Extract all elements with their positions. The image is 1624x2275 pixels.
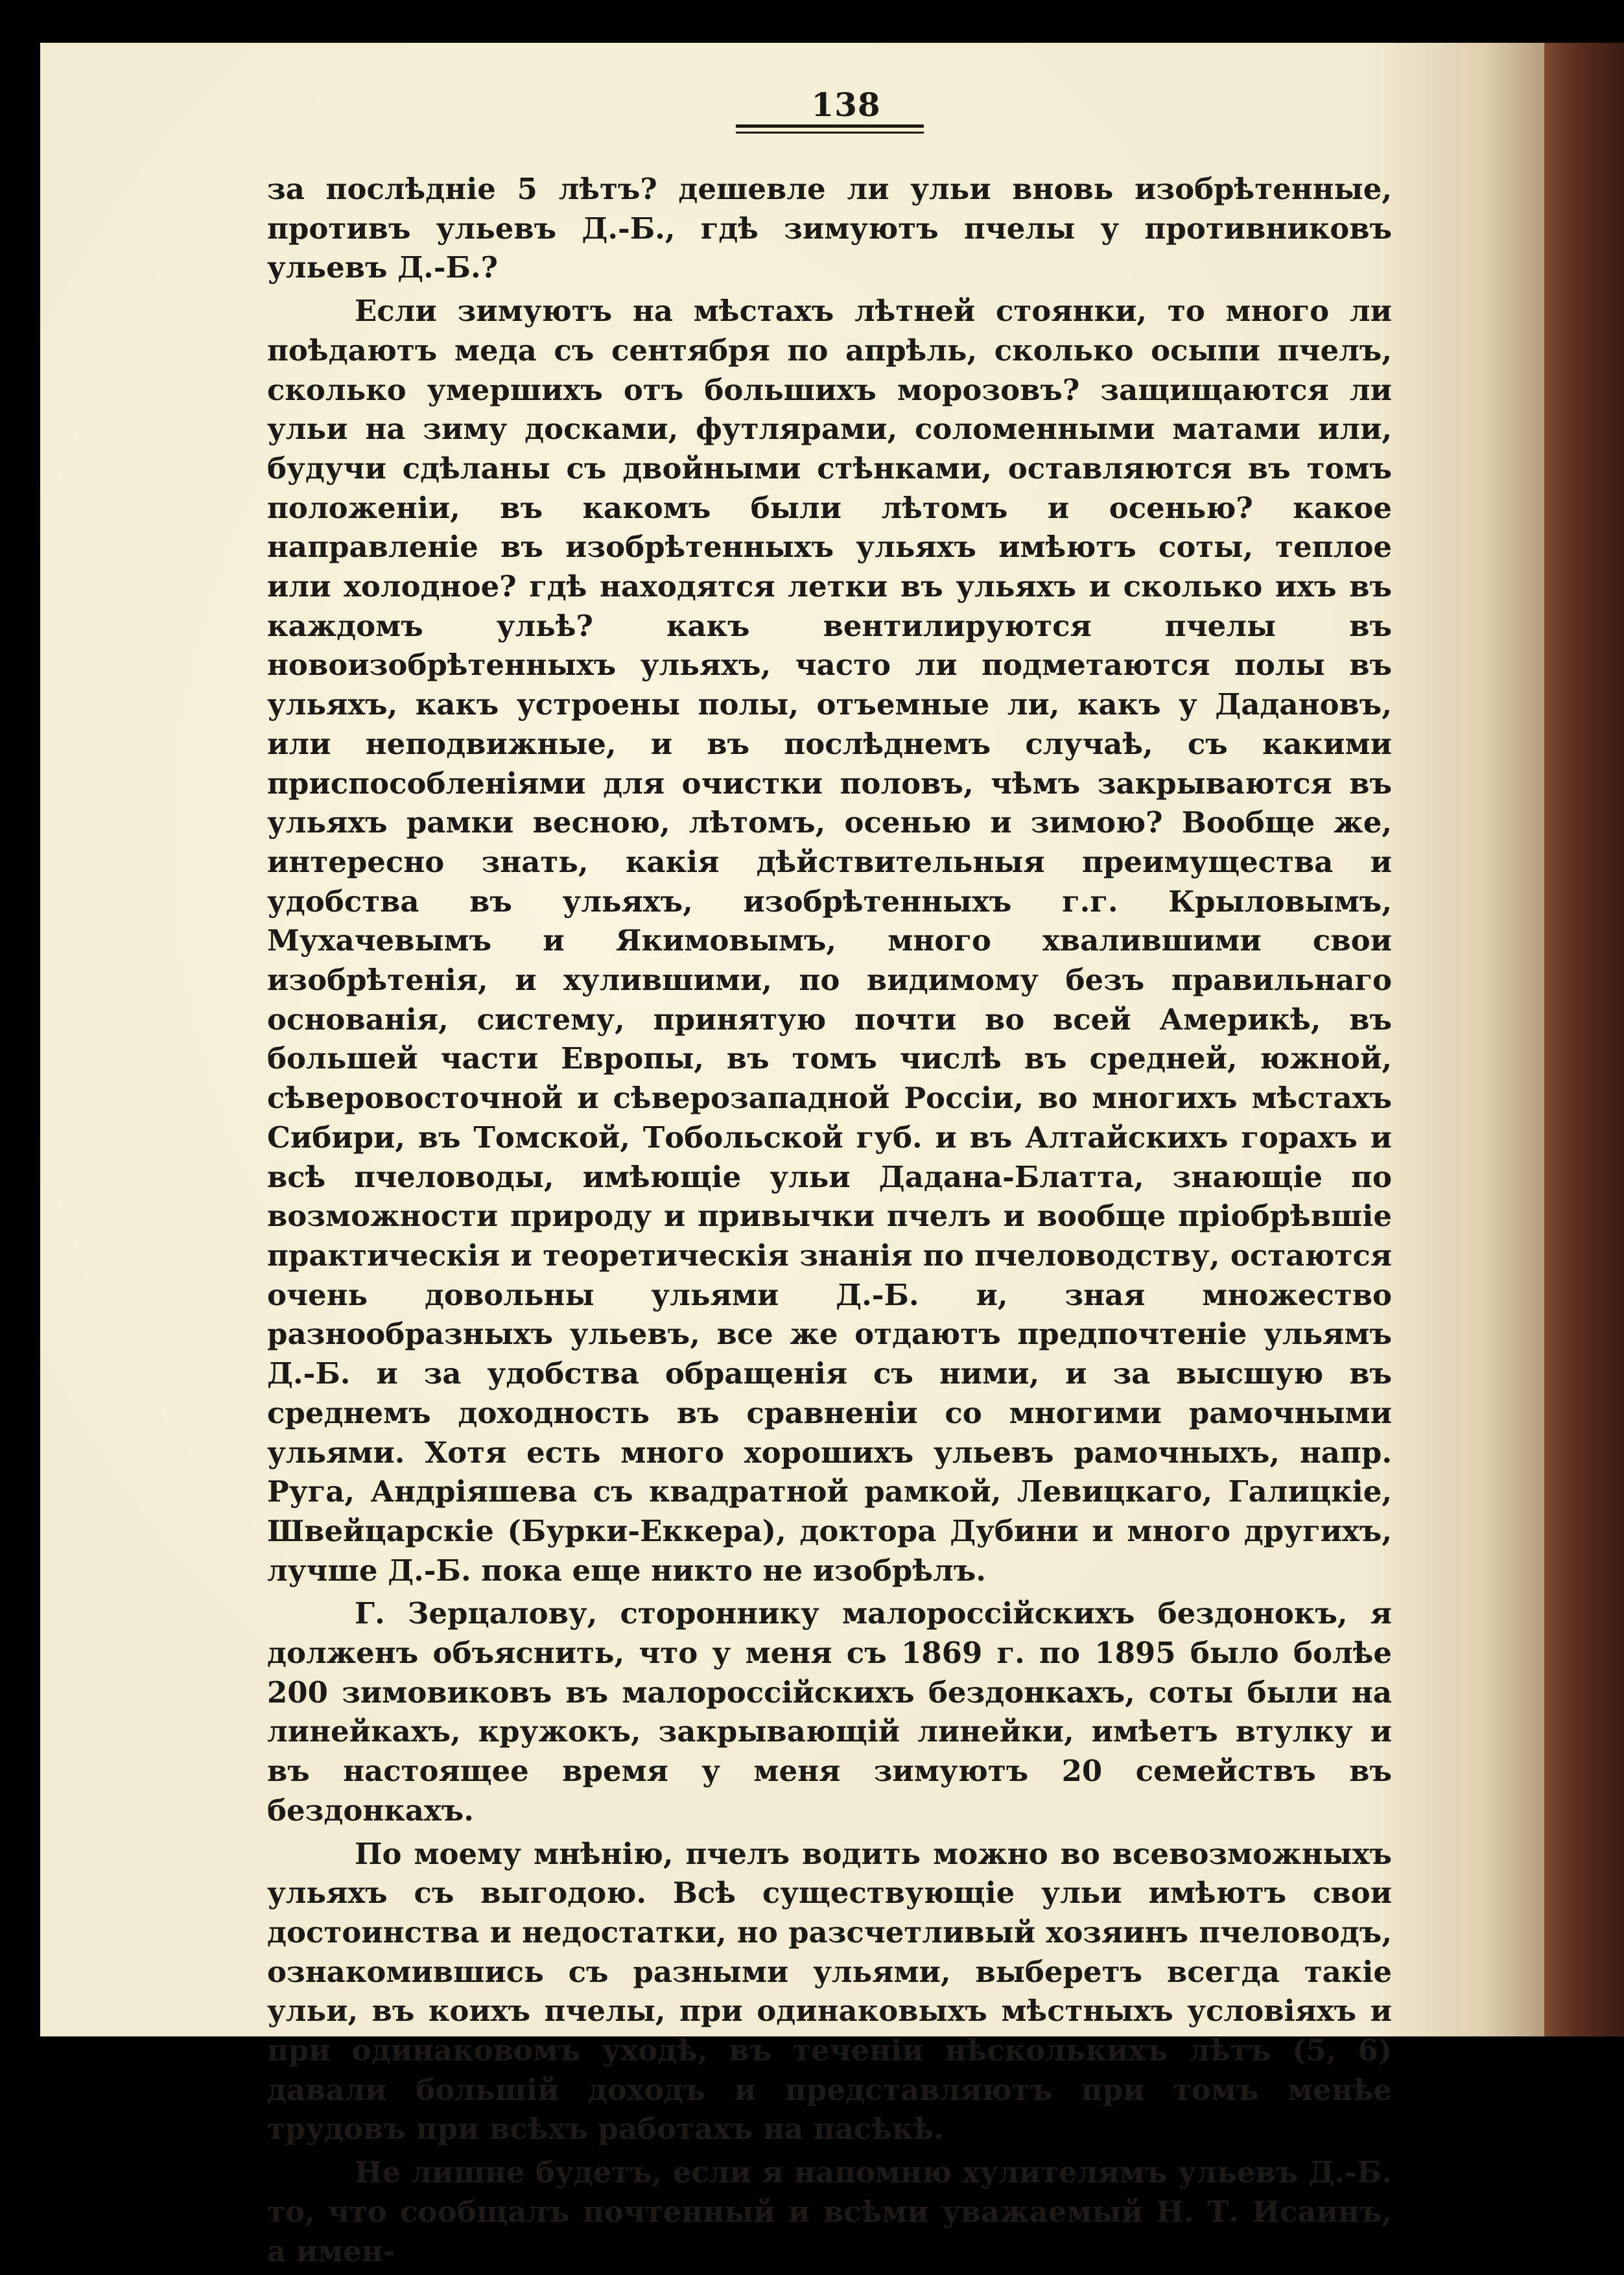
header-rule-thin	[736, 132, 924, 134]
page-number: 138	[811, 86, 881, 124]
book-binding-edge	[1544, 43, 1624, 2036]
paragraph: Г. Зерцалову, стороннику малороссійскихъ бездонокъ, я долженъ объяснить, что у меня съ 1869 г. по 1895 было болѣе 200 зимовиковъ въ малороссійскихъ бездонкахъ, соты были на линейкахъ, кружокъ, закрывающій линейки, имѣетъ втулку и въ настоящее время у меня зимуютъ 20 семействъ въ бездонкахъ.	[267, 1596, 1392, 1828]
body-text	[267, 170, 1392, 2275]
paragraph: По моему мнѣнію, пчелъ водить можно во всевозможныхъ ульяхъ съ выгодою. Всѣ существующіе ульи имѣютъ свои достоинства и недостатки, но разсчетливый хозяинъ пчеловодъ, ознакомившись съ разными ульями, выберетъ всегда такіе ульи, въ коихъ пчелы, при одинаковыхъ мѣстныхъ условіяхъ и при одинаковомъ уходѣ, въ теченіи нѣсколькихъ лѣтъ (5, 6) давали большій доходъ и представляютъ при томъ менѣе трудовъ при всѣхъ работахъ на пасѣкѣ.	[267, 1836, 1392, 2147]
paragraph: за послѣдніе 5 лѣтъ? дешевле ли ульи вновь изобрѣтенные, противъ ульевъ Д.-Б., гдѣ зимуютъ пчелы у противниковъ ульевъ Д.-Б.?	[267, 172, 1392, 285]
paragraph: Не лишне будетъ, если я напомню хулителямъ ульевъ Д.-Б. то, что сообщалъ почтенный и всѣми уважаемый Н. Т. Исаинъ, а имен-	[267, 2155, 1392, 2269]
header-rule-thick	[736, 124, 924, 128]
paragraph: Если зимуютъ на мѣстахъ лѣтней стоянки, то много ли поѣдаютъ меда съ сентября по апрѣль, сколько осыпи пчелъ, сколько умершихъ отъ большихъ морозовъ? защищаются ли ульи на зиму досками, футлярами, соломенными матами или, будучи сдѣланы съ двойными стѣнками, оставляются въ томъ положеніи, въ какомъ были лѣтомъ и осенью? какое направленіе въ изобрѣтенныхъ ульяхъ имѣютъ соты, теплое или холодное? гдѣ находятся летки въ ульяхъ и сколько ихъ въ каждомъ ульѣ? какъ вентилируются пчелы въ новоизобрѣтенныхъ ульяхъ, часто ли подметаются полы въ ульяхъ, какъ устроены полы, отъемные ли, какъ у Дадановъ, или неподвижные, и въ послѣднемъ случаѣ, съ какими приспособленіями для очистки половъ, чѣмъ закрываются въ ульяхъ рамки весною, лѣтомъ, осенью и зимою? Вообще же, интересно знать, какія дѣйствительныя преимущества и удобства въ ульяхъ, изобрѣтенныхъ г.г. Крыловымъ, Мухачевымъ и Якимовымъ, много хвалившими свои изобрѣтенія, и хулившими, по видимому безъ правильнаго основанія, систему, принятую почти во всей Америкѣ, въ большей части Европы, въ томъ числѣ въ средней, южной, сѣверовосточной и сѣверозападной Россіи, во многихъ мѣстахъ Сибири, въ Томской, Тобольской губ. и въ Алтайскихъ горахъ и всѣ пчеловоды, имѣющіе ульи Дадана-Блатта, знающіе по возможности природу и привычки пчелъ и вообще пріобрѣвшіе практическія и теоретическія знанія по пчеловодству, остаются очень довольны ульями Д.-Б. и, зная множество разнообразныхъ ульевъ, все же отдаютъ предпочтеніе ульямъ Д.-Б. и за удобства обращенія съ ними, и за высшую въ среднемъ доходность въ сравненіи со многими рамочными ульями. Хотя есть много хорошихъ ульевъ рамочныхъ, напр. Руга, Андріяшева съ квадратной рамкой, Левицкаго, Галицкіе, Швейцарскіе (Бурки-Еккера), доктора Дубини и много другихъ, лучше Д.-Б. пока еще никто не изобрѣлъ.	[267, 294, 1392, 1588]
